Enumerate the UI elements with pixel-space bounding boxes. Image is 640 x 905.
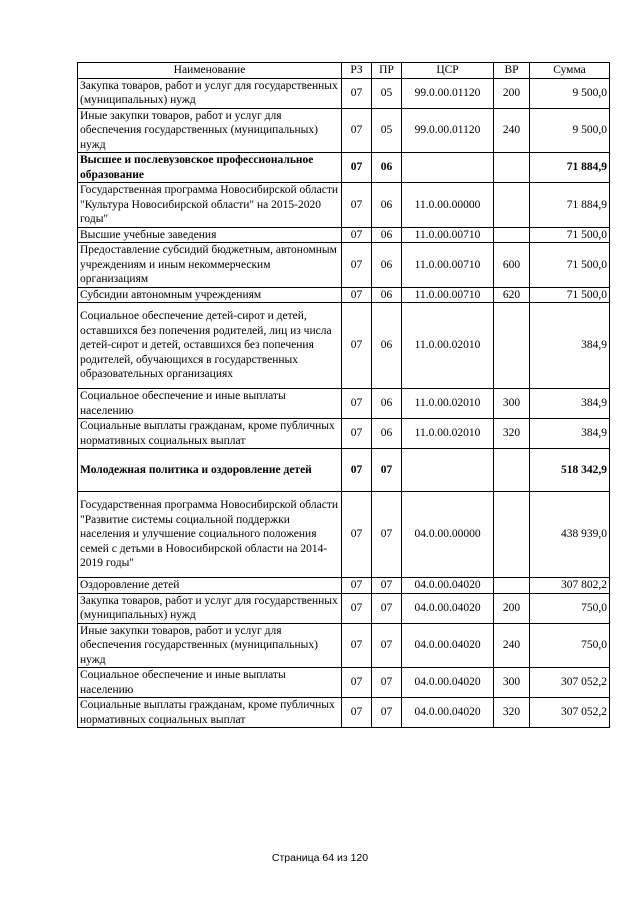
cell-name: Закупка товаров, работ и услуг для государственных (муниципальных) нужд [78,593,342,623]
cell-pr: 06 [372,243,402,288]
cell-pr: 07 [372,593,402,623]
cell-rz: 07 [342,492,372,578]
cell-sum: 9 500,0 [530,78,610,108]
cell-vr: 300 [494,389,530,419]
cell-rz: 07 [342,287,372,303]
cell-rz: 07 [342,153,372,183]
cell-vr: 320 [494,419,530,449]
cell-name: Высшее и послевузовское профессиональное образование [78,153,342,183]
table-row [78,287,610,303]
cell-name: Социальное обеспечение детей-сирот и детей, оставшихся без попечения родителей, лиц из числа детей-сирот и детей, оставшихся без попечения родителей, обучающихся в государственных образовательных организациях [78,303,342,389]
table-row [78,227,610,243]
cell-vr [494,492,530,578]
cell-csr: 04.0.00.04020 [402,668,494,698]
cell-rz: 07 [342,698,372,728]
table-row [78,492,610,578]
cell-csr: 11.0.00.02010 [402,419,494,449]
header-name: Наименование [78,63,342,79]
cell-name: Государственная программа Новосибирской области "Развитие системы социальной поддержки населения и улучшение социального положения семей с детьми в Новосибирской области на 2014-2019 годы" [78,492,342,578]
table-row [78,108,610,153]
cell-sum: 384,9 [530,303,610,389]
cell-pr: 07 [372,698,402,728]
cell-rz: 07 [342,303,372,389]
cell-sum: 71 500,0 [530,287,610,303]
table-row [78,419,610,449]
cell-sum: 750,0 [530,593,610,623]
header-csr: ЦСР [402,63,494,79]
table-row [78,243,610,288]
cell-sum: 518 342,9 [530,449,610,492]
cell-pr: 07 [372,492,402,578]
budget-table [77,62,610,728]
cell-csr: 11.0.00.00710 [402,227,494,243]
cell-rz: 07 [342,227,372,243]
cell-csr: 11.0.00.00710 [402,287,494,303]
header-sum: Сумма [530,63,610,79]
cell-sum: 71 500,0 [530,227,610,243]
table-row [78,698,610,728]
cell-pr: 07 [372,449,402,492]
header-pr: ПР [372,63,402,79]
cell-sum: 384,9 [530,389,610,419]
table-row [78,593,610,623]
cell-csr: 99.0.00.01120 [402,108,494,153]
cell-sum: 9 500,0 [530,108,610,153]
cell-vr: 240 [494,108,530,153]
cell-sum: 307 802,2 [530,578,610,594]
cell-name: Социальные выплаты гражданам, кроме публичных нормативных социальных выплат [78,698,342,728]
cell-pr: 06 [372,419,402,449]
cell-pr: 06 [372,303,402,389]
cell-name: Субсидии автономным учреждениям [78,287,342,303]
cell-rz: 07 [342,419,372,449]
table-header-row [78,63,610,79]
cell-name: Социальное обеспечение и иные выплаты населению [78,668,342,698]
cell-pr: 06 [372,183,402,228]
cell-rz: 07 [342,108,372,153]
cell-sum: 307 052,2 [530,698,610,728]
cell-sum: 307 052,2 [530,668,610,698]
cell-csr: 11.0.00.02010 [402,389,494,419]
cell-sum: 71 500,0 [530,243,610,288]
cell-vr: 600 [494,243,530,288]
table-row [78,153,610,183]
cell-rz: 07 [342,623,372,668]
table-row [78,449,610,492]
cell-csr: 04.0.00.00000 [402,492,494,578]
cell-rz: 07 [342,243,372,288]
cell-csr: 04.0.00.04020 [402,698,494,728]
cell-vr [494,303,530,389]
table-row [78,668,610,698]
table-row [78,623,610,668]
cell-name: Социальное обеспечение и иные выплаты населению [78,389,342,419]
cell-sum: 71 884,9 [530,183,610,228]
cell-rz: 07 [342,449,372,492]
cell-name: Молодежная политика и оздоровление детей [78,449,342,492]
cell-vr: 300 [494,668,530,698]
cell-rz: 07 [342,389,372,419]
cell-pr: 06 [372,227,402,243]
cell-sum: 384,9 [530,419,610,449]
cell-rz: 07 [342,78,372,108]
cell-sum: 71 884,9 [530,153,610,183]
cell-csr: 11.0.00.00710 [402,243,494,288]
cell-vr [494,183,530,228]
cell-vr [494,227,530,243]
cell-sum: 750,0 [530,623,610,668]
cell-sum: 438 939,0 [530,492,610,578]
cell-rz: 07 [342,578,372,594]
cell-name: Государственная программа Новосибирской области "Культура Новосибирской области" на 2015-2020 годы" [78,183,342,228]
cell-vr: 620 [494,287,530,303]
cell-rz: 07 [342,183,372,228]
cell-csr [402,153,494,183]
cell-csr: 04.0.00.04020 [402,578,494,594]
cell-csr: 11.0.00.02010 [402,303,494,389]
cell-vr [494,578,530,594]
cell-pr: 05 [372,78,402,108]
header-rz: РЗ [342,63,372,79]
cell-pr: 06 [372,389,402,419]
cell-name: Предоставление субсидий бюджетным, автономным учреждениям и иным некоммерческим организациям [78,243,342,288]
cell-pr: 05 [372,108,402,153]
cell-name: Иные закупки товаров, работ и услуг для обеспечения государственных (муниципальных) нужд [78,108,342,153]
cell-name: Иные закупки товаров, работ и услуг для обеспечения государственных (муниципальных) нужд [78,623,342,668]
cell-pr: 07 [372,578,402,594]
cell-csr: 99.0.00.01120 [402,78,494,108]
cell-pr: 07 [372,623,402,668]
cell-csr: 11.0.00.00000 [402,183,494,228]
cell-vr: 200 [494,78,530,108]
cell-pr: 06 [372,287,402,303]
cell-vr: 320 [494,698,530,728]
cell-pr: 07 [372,668,402,698]
cell-rz: 07 [342,668,372,698]
cell-rz: 07 [342,593,372,623]
cell-csr [402,449,494,492]
page-number: Страница 64 из 120 [271,852,369,864]
table-row [78,303,610,389]
table-body [78,78,610,728]
cell-pr: 06 [372,153,402,183]
cell-csr: 04.0.00.04020 [402,623,494,668]
cell-vr [494,153,530,183]
cell-vr [494,449,530,492]
table-row [78,183,610,228]
cell-vr: 200 [494,593,530,623]
cell-name: Закупка товаров, работ и услуг для государственных (муниципальных) нужд [78,78,342,108]
table-row [78,389,610,419]
cell-name: Оздоровление детей [78,578,342,594]
table-row [78,78,610,108]
cell-csr: 04.0.00.04020 [402,593,494,623]
cell-vr: 240 [494,623,530,668]
table-row [78,578,610,594]
header-vr: ВР [494,63,530,79]
cell-name: Социальные выплаты гражданам, кроме публичных нормативных социальных выплат [78,419,342,449]
cell-name: Высшие учебные заведения [78,227,342,243]
